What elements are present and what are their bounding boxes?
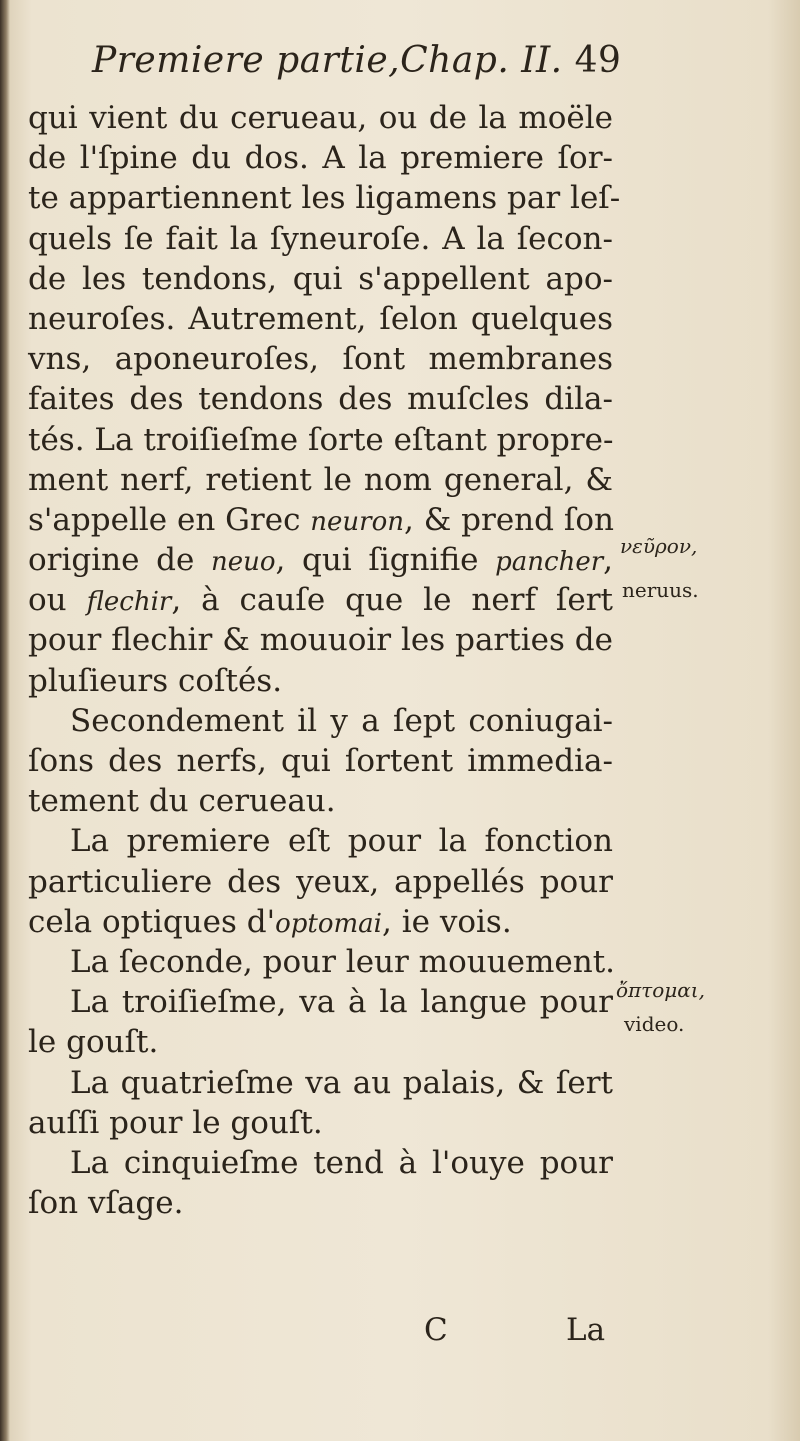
italic-term: pancher <box>495 547 604 578</box>
text-line: de l'ſpine du dos. A la premiere ſor- <box>28 140 613 177</box>
italic-term: flechir <box>86 587 172 618</box>
body-text <box>28 98 621 1223</box>
text-line: le gouſt. <box>28 1024 159 1061</box>
running-title: Premiere partie,Chap. II. <box>92 40 563 81</box>
text-line: Secondement il y a ſept coniugai- <box>70 702 613 739</box>
margin-note-latin: neruus. <box>622 578 699 602</box>
text-line: ſon vſage. <box>28 1185 184 1222</box>
text-line: neuroſes. Autrement, ſelon quelques <box>28 300 613 337</box>
text-line: tement du cerueau. <box>28 783 336 820</box>
text-line: La quatrieſme va au palais, & ſert <box>70 1064 613 1101</box>
text-line: La premiere eſt pour la fonction <box>70 823 613 860</box>
text-line: cela optiques d'optomai, ie vois. <box>28 903 512 940</box>
italic-term: neuron <box>310 506 405 537</box>
text-line: ſons des nerfs, qui ſortent immedia- <box>28 743 613 779</box>
text-line: origine de neuo, qui ſignifie pancher, <box>28 542 613 579</box>
text-line: tés. La troiſieſme ſorte eſtant propre- <box>28 421 614 458</box>
text-line: ou flechir, à cauſe que le nerf ſert <box>28 582 614 619</box>
text-line: s'appelle en Grec neuron, & prend ſon <box>28 501 614 538</box>
text-line: te appartiennent les ligamens par leſ- <box>28 180 621 217</box>
margin-note-latin: video. <box>624 1012 685 1036</box>
text-line: pluſieurs coſtés. <box>28 662 283 699</box>
text-line: quels ſe fait la ſyneuroſe. A la ſecon- <box>28 220 613 257</box>
text-line: La ſeconde, pour leur mouuement. <box>70 943 616 980</box>
running-header <box>92 40 621 81</box>
catchword: La <box>566 1312 606 1348</box>
margin-note-greek: ὄπτομαι, <box>616 978 705 1002</box>
text-line: pour flechir & mouuoir les parties de <box>28 622 613 659</box>
page-number: 49 <box>574 40 622 81</box>
text-line: vns, aponeuroſes, ſont membranes <box>28 341 613 378</box>
text-line: de les tendons, qui s'appellent apo- <box>28 260 613 297</box>
text-line: particuliere des yeux, appellés pour <box>28 863 613 900</box>
text-line: ment nerf, retient le nom general, & <box>28 461 613 498</box>
italic-term: neuo <box>210 547 276 578</box>
text-line: auſſi pour le gouſt. <box>28 1104 323 1141</box>
text-line: La troiſieſme, va à la langue pour <box>70 984 613 1021</box>
text-line: qui vient du cerueau, ou de la moële <box>28 100 613 136</box>
signature-mark: C <box>424 1312 448 1348</box>
margin-note-greek: νεῦρον, <box>620 534 698 558</box>
text-line: La cinquieſme tend à l'ouye pour <box>70 1144 613 1181</box>
page-gutter-shadow <box>0 0 10 1441</box>
text-line: faites des tendons des muſcles dila- <box>28 381 613 418</box>
italic-term: optomai <box>275 908 382 939</box>
